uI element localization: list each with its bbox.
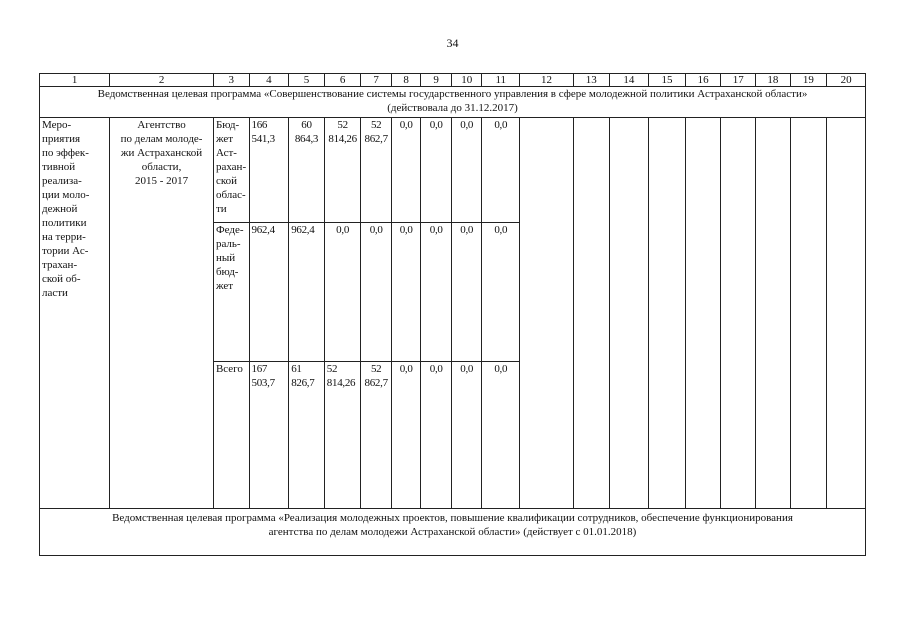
value-cell: 0,0	[451, 362, 482, 509]
value-cell: 0,0	[421, 118, 452, 223]
measure-name-line: Меро-	[42, 119, 72, 131]
value-cell: 0,0	[361, 223, 392, 362]
source-line: Аст-	[215, 147, 237, 159]
program1-title	[40, 87, 866, 118]
column-number-4: 4	[249, 74, 289, 87]
source-regional	[213, 118, 249, 223]
measure-name-line: тивной	[42, 161, 76, 173]
column-number-7: 7	[361, 74, 392, 87]
column-number-12: 12	[520, 74, 574, 87]
program2-title	[40, 509, 866, 556]
measure-name-line: дежной	[42, 203, 78, 215]
measure-name-line: ции моло-	[42, 189, 90, 201]
column-number-1: 1	[40, 74, 110, 87]
value-cell: 0,0	[391, 118, 421, 223]
source-line: жет	[215, 280, 234, 292]
value-cell: 52 862,7	[361, 118, 392, 223]
source-federal	[213, 223, 249, 362]
column-number-3: 3	[213, 74, 249, 87]
column-number-16: 16	[685, 74, 721, 87]
measure-name-line: реализа-	[42, 175, 82, 187]
measure-name-line: ской об-	[42, 273, 81, 285]
value-cell: 0,0	[391, 362, 421, 509]
value-cell: 0,0	[482, 223, 520, 362]
executor-line: по делам молоде-	[120, 133, 203, 145]
source-line: жет	[215, 133, 234, 145]
executor-lines	[112, 118, 211, 188]
measure-name-line: политики	[42, 217, 87, 229]
page-number: 34	[446, 36, 459, 50]
program2-line1: Ведомственная целевая программа «Реализация молодежных проектов, повышение квалификации сотрудников, обеспечение функционирования	[112, 512, 793, 524]
measure-name-line: по эффек-	[42, 147, 89, 159]
empty-cell	[756, 118, 791, 509]
program2-line2: агентства по делам молодежи Астраханской области» (действует с 01.01.2018)	[268, 526, 637, 538]
column-number-14: 14	[609, 74, 649, 87]
source-regional-lines	[216, 118, 247, 216]
source-line: бюд-	[215, 266, 239, 278]
value-cell: 0,0	[451, 223, 482, 362]
executor-line: жи Астраханской	[120, 147, 203, 159]
source-line: Всего	[215, 363, 243, 375]
column-number-18: 18	[756, 74, 791, 87]
column-number-6: 6	[324, 74, 361, 87]
value-cell: 166 541,3	[249, 118, 289, 223]
value-cell: 0,0	[421, 223, 452, 362]
source-line: Феде-	[215, 224, 244, 236]
column-number-9: 9	[421, 74, 452, 87]
column-number-19: 19	[790, 74, 827, 87]
value-cell: 962,4	[289, 223, 325, 362]
column-number-17: 17	[721, 74, 756, 87]
column-number-5: 5	[289, 74, 325, 87]
source-line: раль-	[215, 238, 241, 250]
value-cell: 0,0	[421, 362, 452, 509]
source-line: ской	[215, 175, 237, 187]
measure-name-line: на терри-	[42, 231, 86, 243]
program2-row	[40, 509, 866, 556]
measure-name-line: трахан-	[42, 259, 78, 271]
source-line: облас-	[215, 189, 246, 201]
executor	[110, 118, 214, 509]
executor-line: области,	[141, 161, 182, 173]
source-total	[213, 362, 249, 509]
program1-line1: Ведомственная целевая программа «Совершенствование системы государственного управления в сфере молодежной политики Астраханской области»	[97, 88, 808, 100]
empty-cell	[685, 118, 721, 509]
source-line: ти	[215, 203, 227, 215]
column-number-20: 20	[827, 74, 866, 87]
value-cell: 0,0	[482, 118, 520, 223]
column-number-15: 15	[649, 74, 686, 87]
budget-table	[39, 73, 866, 556]
value-cell: 52 814,26	[324, 118, 361, 223]
measure-name-line: тории Ас-	[42, 245, 89, 257]
source-total-lines	[216, 362, 247, 376]
column-number-13: 13	[573, 74, 609, 87]
value-cell: 167 503,7	[249, 362, 289, 509]
column-number-row	[40, 74, 866, 87]
program1-row	[40, 87, 866, 118]
value-cell: 52 814,26	[324, 362, 361, 509]
empty-cell	[573, 118, 609, 509]
measure-name-line: ласти	[42, 287, 68, 299]
source-federal-lines	[216, 223, 247, 293]
measure-name	[40, 118, 110, 509]
value-cell: 962,4	[249, 223, 289, 362]
empty-cell	[609, 118, 649, 509]
source-line: Бюд-	[215, 119, 240, 131]
empty-cell	[790, 118, 827, 509]
value-cell: 0,0	[324, 223, 361, 362]
empty-cell	[827, 118, 866, 509]
empty-cell	[520, 118, 574, 509]
row-regional-budget	[40, 118, 866, 223]
value-cell: 0,0	[451, 118, 482, 223]
column-number-10: 10	[451, 74, 482, 87]
value-cell: 0,0	[391, 223, 421, 362]
column-number-8: 8	[391, 74, 421, 87]
value-cell: 0,0	[482, 362, 520, 509]
measure-name-lines	[42, 118, 107, 300]
measure-name-line: приятия	[42, 133, 81, 145]
source-line: рахан-	[215, 161, 247, 173]
executor-line: 2015 - 2017	[134, 175, 189, 187]
program1-line2: (действовала до 31.12.2017)	[387, 102, 518, 114]
value-cell: 52 862,7	[361, 362, 392, 509]
column-number-2: 2	[110, 74, 214, 87]
value-cell: 61 826,7	[289, 362, 325, 509]
empty-cell	[721, 118, 756, 509]
executor-line: Агентство	[137, 119, 186, 131]
column-number-11: 11	[482, 74, 520, 87]
source-line: ный	[215, 252, 236, 264]
value-cell: 60 864,3	[289, 118, 325, 223]
empty-cell	[649, 118, 686, 509]
